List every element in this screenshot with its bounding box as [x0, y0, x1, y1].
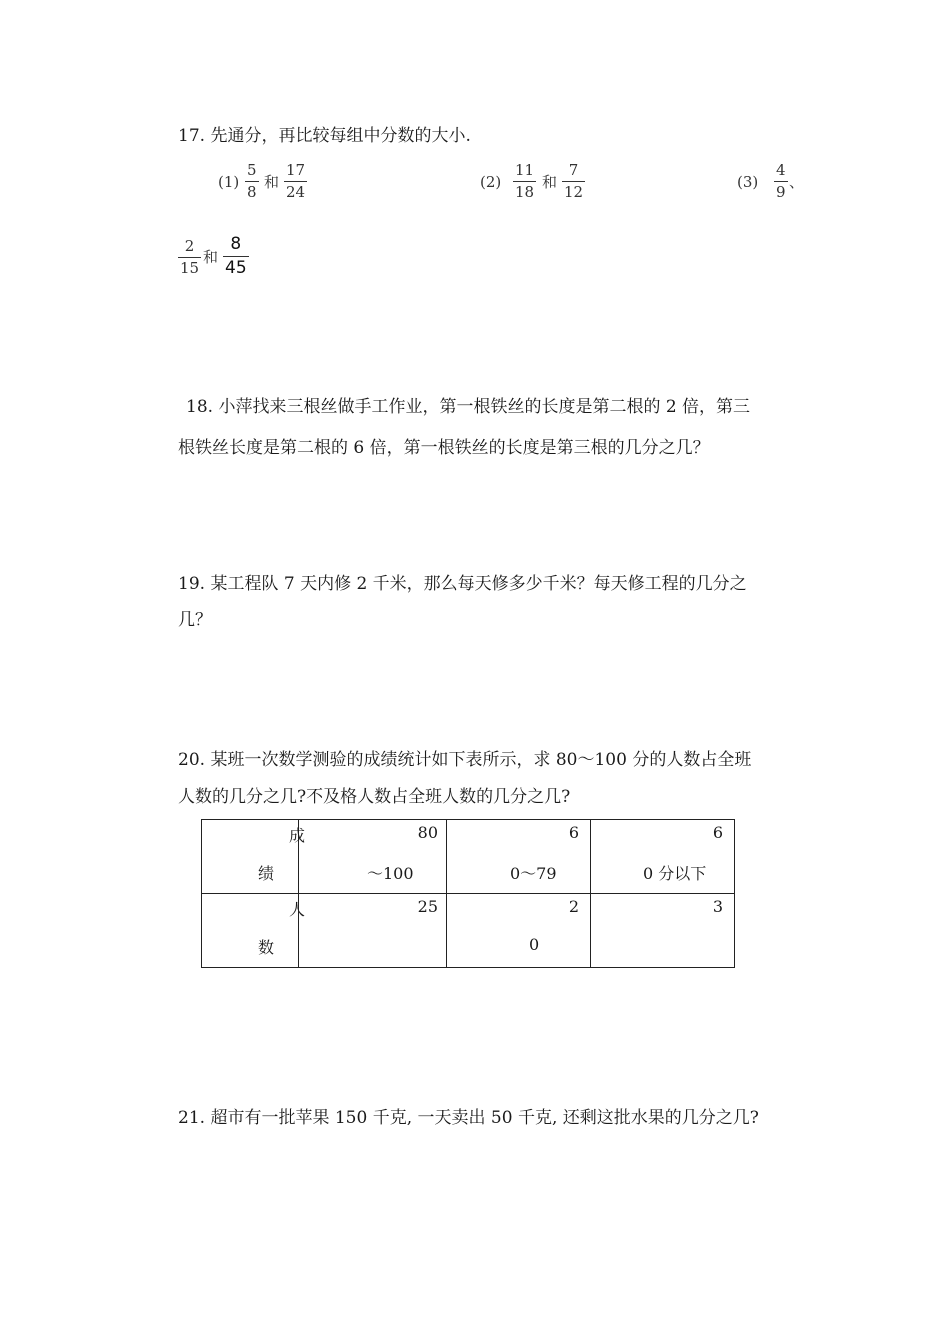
q19-line1: 19. 某工程队 7 天内修 2 千米，那么每天修多少千米？每天修工程的几分之 — [178, 574, 747, 594]
table-row — [202, 894, 735, 968]
header-char: 人 — [289, 900, 306, 919]
q17-part3-conj: 和 — [203, 248, 219, 266]
q17-text: 17. 先通分，再比较每组中分数的大小. — [178, 126, 471, 146]
cell-text: 0～79 — [510, 864, 557, 883]
q17-part1-fraction-a: 5 8 — [247, 161, 257, 201]
q17-part1-conj: 和 — [264, 173, 280, 191]
q17-part3-fraction-a: 4 9 — [776, 161, 786, 201]
q19-line2: 几？ — [178, 610, 212, 630]
q20-line2: 人数的几分之几?不及格人数占全班人数的几分之几? — [178, 787, 571, 807]
table-cell — [591, 820, 735, 894]
q21-text: 21. 超市有一批苹果 150 千克, 一天卖出 50 千克, 还剩这批水果的几分之几? — [178, 1108, 759, 1128]
cell-text: ～100 — [367, 864, 414, 883]
cell-text: 0 — [529, 935, 540, 954]
cell-text: 25 — [417, 897, 438, 916]
cell-text: 80 — [417, 823, 438, 842]
table-cell — [299, 820, 447, 894]
table-row — [202, 820, 735, 894]
table-header-cell — [202, 894, 306, 968]
table-cell — [447, 820, 591, 894]
header-char: 绩 — [258, 864, 275, 883]
table-cell — [447, 894, 591, 968]
cell-text: 6 — [712, 823, 723, 842]
cell-text: 6 — [568, 823, 579, 842]
q17-part3-sep: 、 — [789, 173, 805, 191]
q18-line2: 根铁丝长度是第二根的 6 倍，第一根铁丝的长度是第三根的几分之几？ — [178, 438, 710, 458]
q17-part1-fraction-b: 17 24 — [286, 161, 306, 201]
q17-part1-label: (1) — [218, 173, 240, 191]
q18-line1: 18. 小萍找来三根丝做手工作业，第一根铁丝的长度是第二根的 2 倍，第三 — [186, 397, 751, 417]
header-char: 数 — [258, 938, 275, 957]
q17-part2-conj: 和 — [542, 173, 558, 191]
table-cell — [299, 894, 447, 968]
q17-part2-label: (2) — [480, 173, 502, 191]
q17-part2-fraction-b: 7 12 — [564, 161, 584, 201]
q20-line1: 20. 某班一次数学测验的成绩统计如下表所示，求 80～100 分的人数占全班 — [178, 750, 752, 770]
q17-part3-label: (3) — [737, 173, 759, 191]
q17-part2-fraction-a: 11 18 — [515, 161, 535, 201]
cell-text: 0 分以下 — [643, 864, 707, 883]
table-header-cell — [202, 820, 306, 894]
table-cell — [591, 894, 735, 968]
score-table — [201, 819, 735, 968]
q17-part3-fraction-b: 2 15 — [180, 237, 200, 277]
cell-text: 3 — [712, 897, 723, 916]
q17-part3-fraction-c: 8 45 — [225, 234, 247, 278]
cell-text: 2 — [568, 897, 579, 916]
header-char: 成 — [289, 826, 306, 845]
